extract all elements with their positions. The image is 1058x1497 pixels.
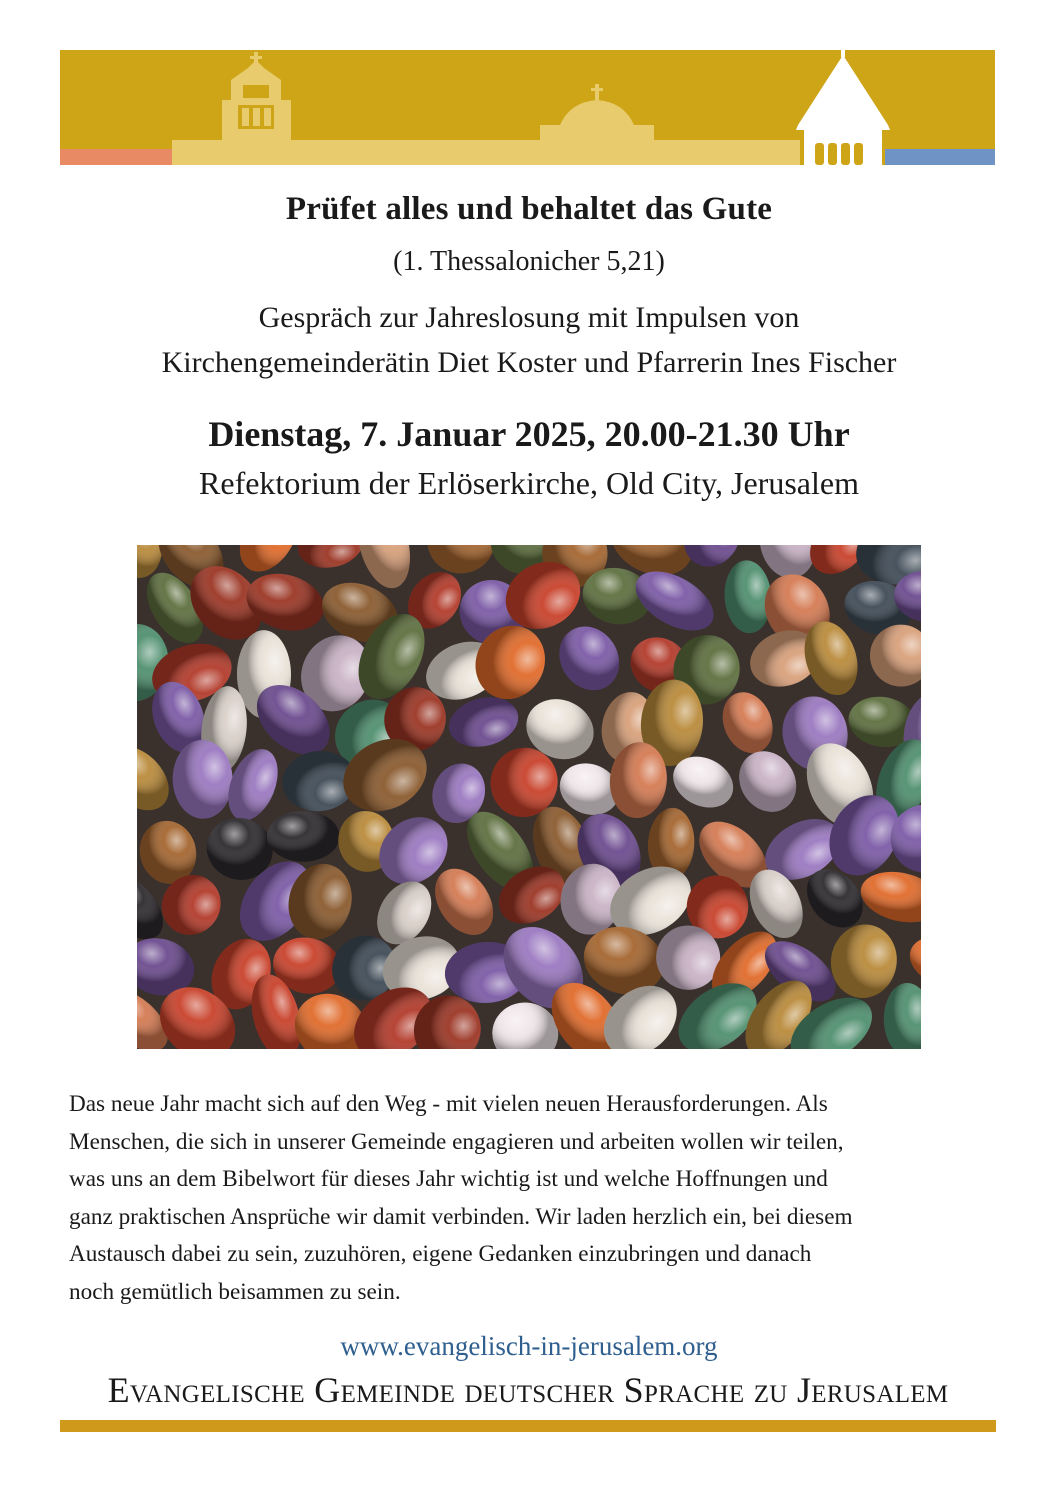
event-date-time: Dienstag, 7. Januar 2025, 20.00-21.30 Uhr xyxy=(208,414,850,454)
stone xyxy=(825,919,902,1003)
gemstones-photo xyxy=(137,545,921,1049)
stone xyxy=(267,811,340,862)
paragraph-line: Das neue Jahr macht sich auf den Weg - mit vielen neuen Herausforderungen. Als xyxy=(69,1091,828,1117)
paragraph-line: was uns an dem Bibelwort für dieses Jahr wichtig ist und welche Hoffnungen und xyxy=(69,1166,828,1192)
event-subtitle xyxy=(0,295,1058,385)
stone xyxy=(883,982,921,1049)
paragraph-line: ganz praktischen Ansprüche wir damit verbinden. Wir laden herzlich ein, bei diesem xyxy=(69,1203,853,1230)
paragraph-line: Menschen, die sich in unserer Gemeinde engagieren und arbeiten wollen wir teilen, xyxy=(69,1128,844,1155)
paragraph-line: Austausch dabei zu sein, zuzuhören, eigene Gedanken einzubringen und danach xyxy=(69,1241,812,1267)
website-link[interactable]: www.evangelisch-in-jerusalem.org xyxy=(340,1331,718,1361)
description-paragraph xyxy=(69,1086,999,1311)
stone xyxy=(547,615,631,702)
organization-name: Evangelische Gemeinde deutscher Sprache zu Jerusalem xyxy=(107,1370,949,1410)
jerusalem-skyline-illustration xyxy=(60,50,995,165)
stone xyxy=(856,865,921,930)
event-location: Refektorium der Erlöserkirche, Old City, Jerusalem xyxy=(199,465,859,501)
header-banner xyxy=(60,50,995,165)
bible-reference: (1. Thessalonicher 5,21) xyxy=(393,246,665,277)
subtitle-line: Kirchengemeinderätin Diet Koster und Pfarrerin Ines Fischer xyxy=(161,346,897,379)
footer-rule xyxy=(60,1420,996,1432)
stone xyxy=(444,690,524,754)
polished-stones-image xyxy=(137,545,921,1049)
stone xyxy=(294,545,367,573)
paragraph-line: noch gemütlich beisammen zu sein. xyxy=(69,1278,401,1305)
subtitle-line: Gespräch zur Jahreslosung mit Impulsen von xyxy=(258,301,800,334)
event-title: Prüfet alles und behaltet das Gute xyxy=(285,191,773,227)
